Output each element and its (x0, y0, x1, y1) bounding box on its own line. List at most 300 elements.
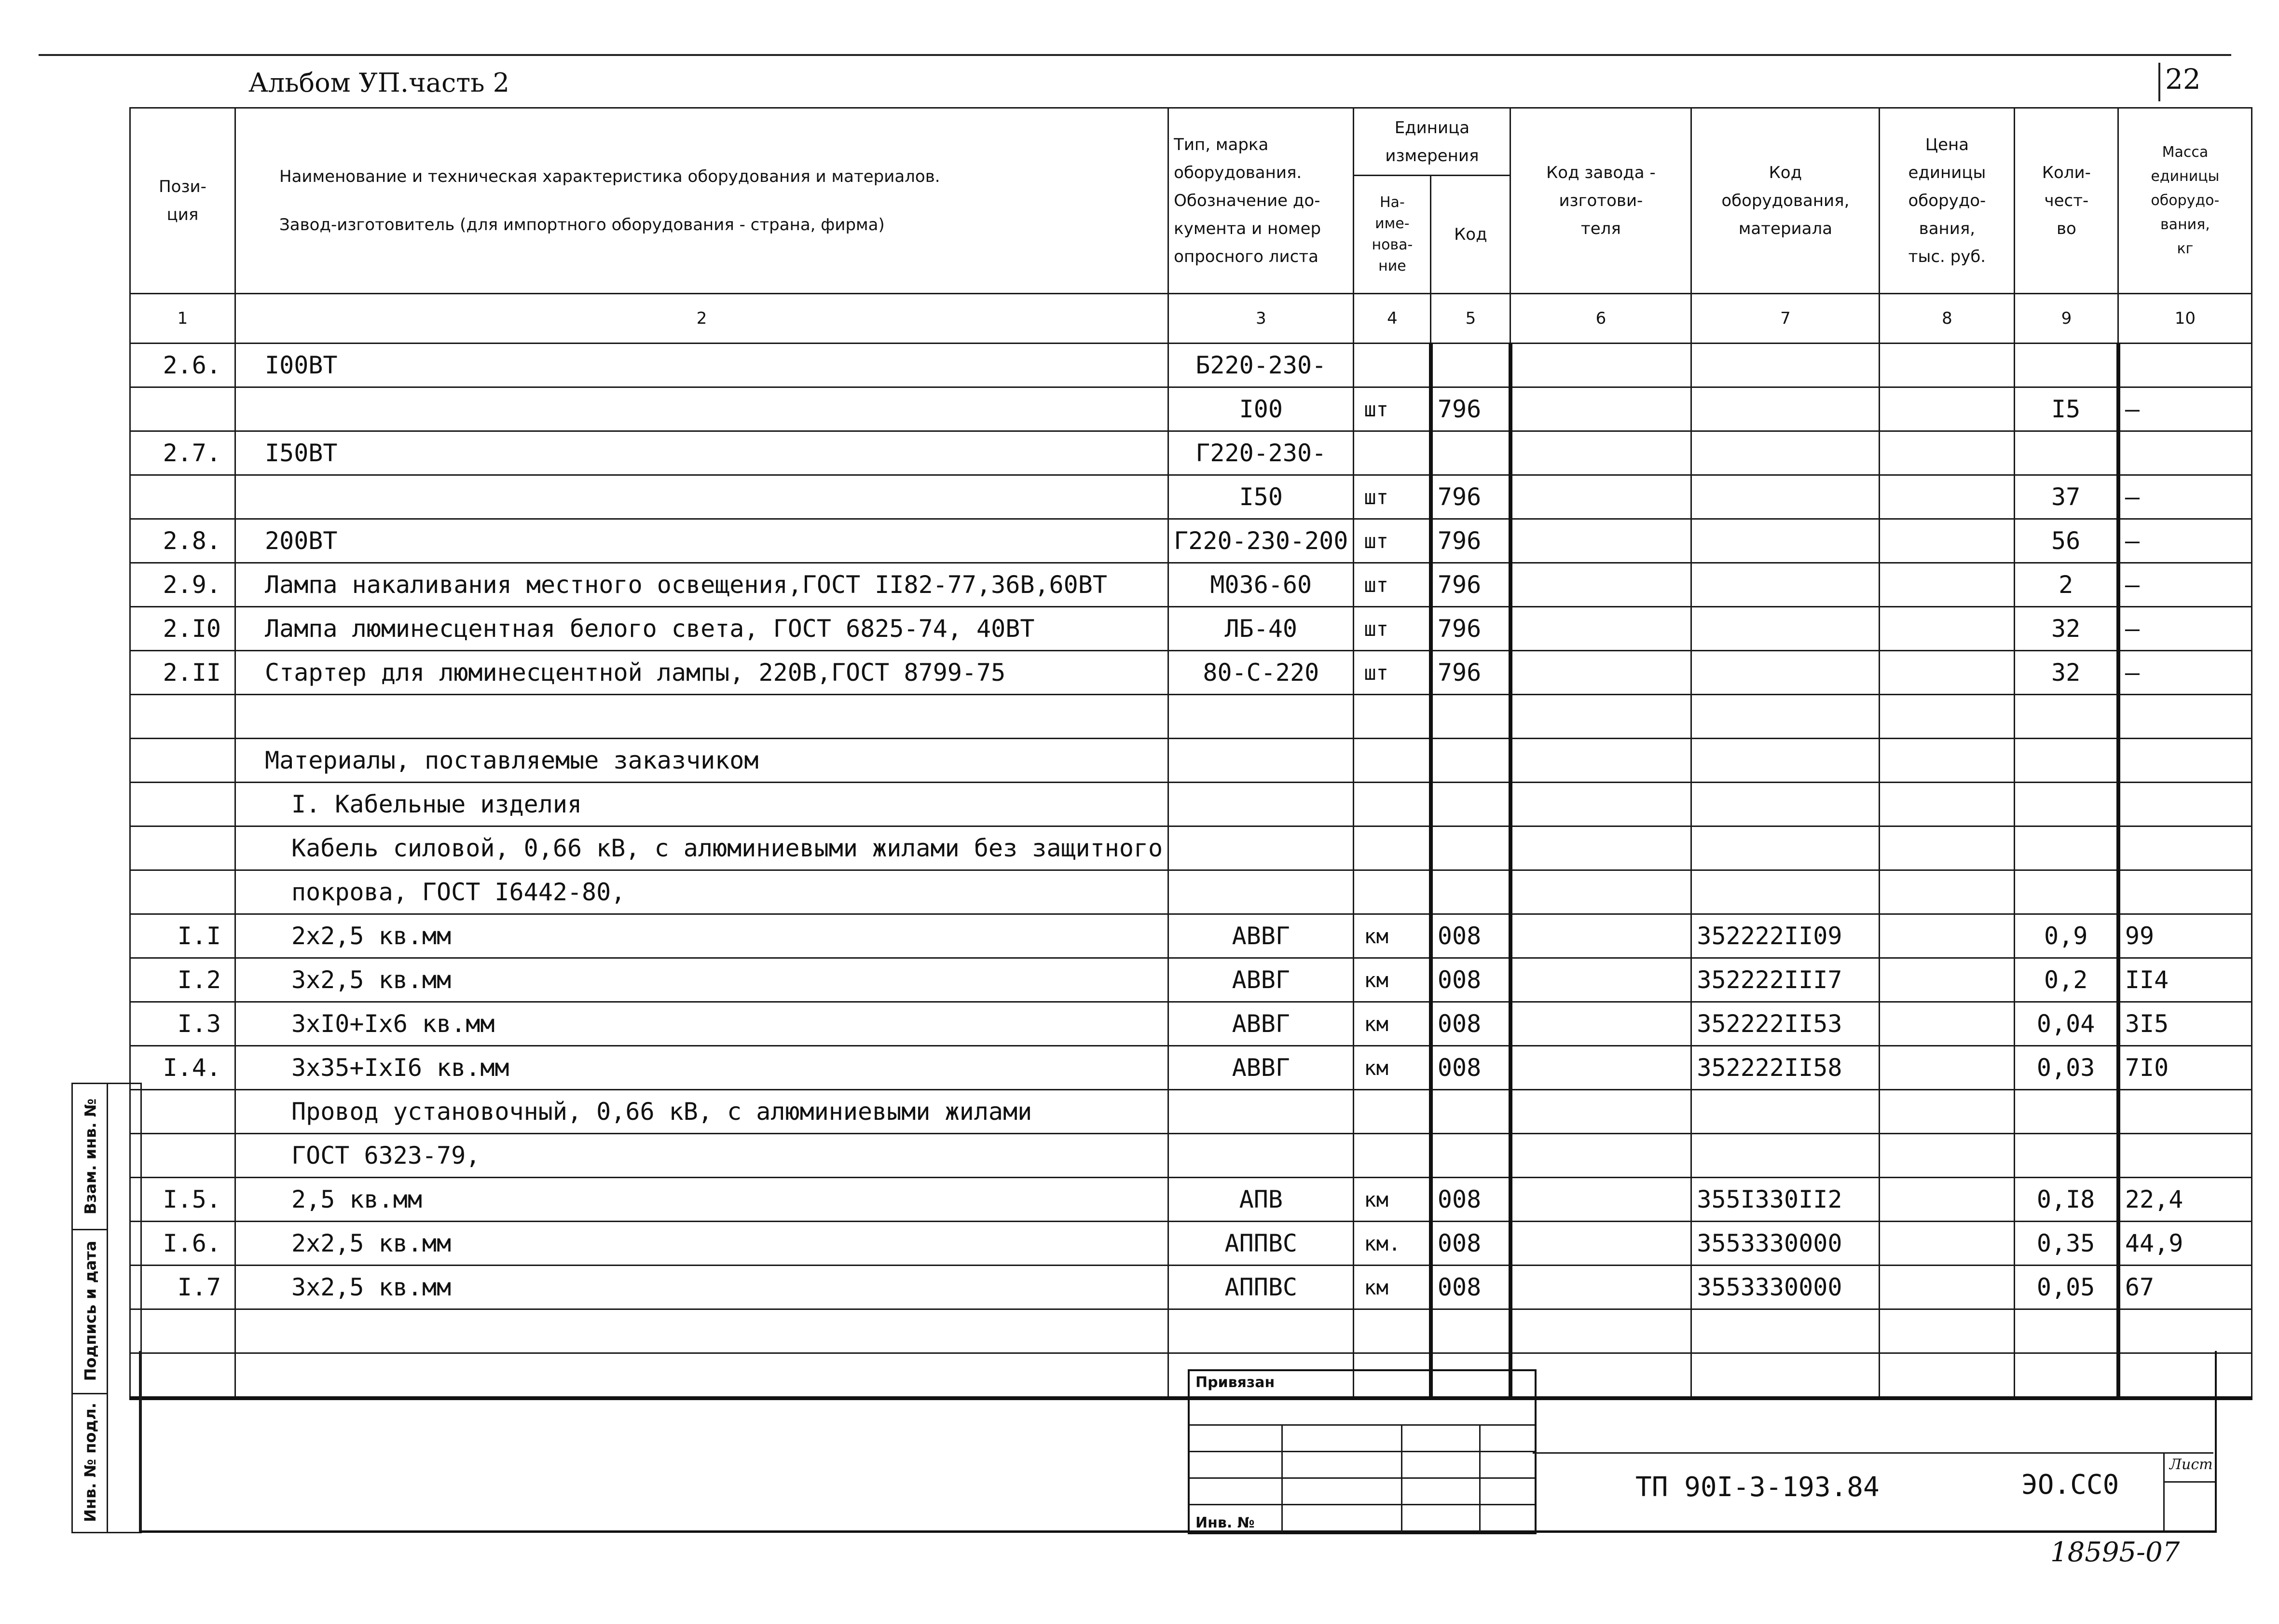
table-row (130, 1090, 2252, 1134)
row-position: I.7 (130, 1266, 235, 1309)
row-price (1880, 607, 2015, 651)
row-unit-code: 008 (1431, 1222, 1510, 1266)
table-row (130, 1222, 2252, 1266)
row-qty: 37 (2015, 475, 2118, 519)
row-plant-code (1510, 563, 1691, 607)
row-type (1168, 1134, 1354, 1178)
row-position (130, 739, 235, 783)
row-mass: – (2118, 475, 2252, 519)
row-unit-name: км (1354, 1046, 1431, 1090)
row-plant-code (1510, 607, 1691, 651)
colnum-10: 10 (2118, 294, 2252, 344)
row-type (1168, 695, 1354, 739)
title-block-rule (1533, 1452, 2213, 1454)
row-equip-code (1691, 783, 1880, 826)
row-mass (2118, 1309, 2252, 1353)
colnum-6: 6 (1510, 294, 1691, 344)
header-unit-name (1354, 176, 1431, 294)
row-position: 2.6. (130, 344, 235, 387)
table-row (130, 651, 2252, 695)
row-unit-name: шт (1354, 607, 1431, 651)
row-plant-code (1510, 1309, 1691, 1353)
row-qty (2015, 826, 2118, 870)
table-row (130, 783, 2252, 826)
row-mass (2118, 431, 2252, 475)
row-qty (2015, 1134, 2118, 1178)
row-type: АППВС (1168, 1222, 1354, 1266)
row-equip-code (1691, 870, 1880, 914)
table-row (130, 1266, 2252, 1309)
row-unit-name: км (1354, 1002, 1431, 1046)
header-name-line2: Завод-изготовитель (для импортного оборудования - страна, фирма) (279, 215, 885, 234)
header-unit-code (1431, 176, 1510, 294)
row-type (1168, 1309, 1354, 1353)
album-caption: Альбом УП.часть 2 (248, 68, 510, 98)
row-position (130, 1309, 235, 1353)
privyazan-col-2 (1401, 1424, 1402, 1532)
row-mass (2118, 739, 2252, 783)
row-position: I.6. (130, 1222, 235, 1266)
row-unit-code (1431, 826, 1510, 870)
row-unit-name (1354, 826, 1431, 870)
row-qty (2015, 1090, 2118, 1134)
row-unit-code: 008 (1431, 958, 1510, 1002)
row-mass: 99 (2118, 914, 2252, 958)
header-position (130, 108, 235, 294)
privyazan-rule-4 (1190, 1504, 1535, 1505)
row-price (1880, 563, 2015, 607)
row-unit-code (1431, 1090, 1510, 1134)
row-position (130, 870, 235, 914)
row-mass (2118, 344, 2252, 387)
row-plant-code (1510, 695, 1691, 739)
row-type: I50 (1168, 475, 1354, 519)
row-qty: 0,05 (2015, 1266, 2118, 1309)
row-price (1880, 1002, 2015, 1046)
row-unit-name: км. (1354, 1222, 1431, 1266)
header-position-text: Пози- ция (159, 177, 206, 224)
sheet-box-label: Лист (2169, 1456, 2213, 1473)
row-qty: 0,04 (2015, 1002, 2118, 1046)
table-row (130, 695, 2252, 739)
row-name: 2х2,5 кв.мм (235, 1222, 1168, 1266)
row-mass: – (2118, 519, 2252, 563)
colnum-2: 2 (235, 294, 1168, 344)
colnum-9: 9 (2015, 294, 2118, 344)
row-equip-code: 352222III7 (1691, 958, 1880, 1002)
row-unit-code: 796 (1431, 519, 1510, 563)
row-mass: 67 (2118, 1266, 2252, 1309)
row-price (1880, 695, 2015, 739)
row-unit-name: км (1354, 958, 1431, 1002)
row-unit-code: 796 (1431, 651, 1510, 695)
row-price (1880, 783, 2015, 826)
row-mass: 22,4 (2118, 1178, 2252, 1222)
table-row (130, 914, 2252, 958)
row-type (1168, 870, 1354, 914)
row-equip-code (1691, 1134, 1880, 1178)
colnum-5: 5 (1431, 294, 1510, 344)
row-qty (2015, 431, 2118, 475)
row-plant-code (1510, 958, 1691, 1002)
row-qty: 32 (2015, 607, 2118, 651)
table-row (130, 958, 2252, 1002)
row-type: Г220-230-200 (1168, 519, 1354, 563)
row-unit-code: 008 (1431, 1046, 1510, 1090)
row-plant-code (1510, 1222, 1691, 1266)
row-qty (2015, 783, 2118, 826)
row-mass (2118, 1134, 2252, 1178)
row-price (1880, 958, 2015, 1002)
row-unit-name (1354, 1309, 1431, 1353)
row-name: 3х35+IхI6 кв.мм (235, 1046, 1168, 1090)
privyazan-col-3 (1479, 1424, 1481, 1532)
document-suffix: ЭО.СС0 (2021, 1469, 2119, 1500)
row-equip-code: 352222II58 (1691, 1046, 1880, 1090)
header-unit-group-text: Единица измерения (1385, 118, 1479, 165)
row-equip-code (1691, 344, 1880, 387)
row-equip-code (1691, 826, 1880, 870)
row-unit-code (1431, 870, 1510, 914)
row-position (130, 695, 235, 739)
row-plant-code (1510, 431, 1691, 475)
row-type: Г220-230- (1168, 431, 1354, 475)
colnum-8: 8 (1880, 294, 2015, 344)
row-unit-name (1354, 431, 1431, 475)
header-unit-group (1354, 108, 1510, 176)
row-unit-name: шт (1354, 651, 1431, 695)
sheet-box-rule (2165, 1481, 2215, 1483)
header-mass (2118, 108, 2252, 294)
row-qty: 56 (2015, 519, 2118, 563)
row-mass: 44,9 (2118, 1222, 2252, 1266)
row-equip-code: 3553330000 (1691, 1222, 1880, 1266)
column-number-row (130, 294, 2252, 344)
row-mass: 7I0 (2118, 1046, 2252, 1090)
row-qty: I5 (2015, 387, 2118, 431)
row-equip-code (1691, 1309, 1880, 1353)
row-mass: – (2118, 563, 2252, 607)
row-type (1168, 1090, 1354, 1134)
top-rule (39, 54, 2231, 56)
table-row (130, 1046, 2252, 1090)
row-price (1880, 431, 2015, 475)
header-mass-text: Масса единицы оборудо- вания, кг (2151, 144, 2220, 257)
row-unit-code: 008 (1431, 1266, 1510, 1309)
row-position: I.2 (130, 958, 235, 1002)
table-body (130, 344, 2252, 1399)
row-price (1880, 1178, 2015, 1222)
row-unit-name: шт (1354, 519, 1431, 563)
row-unit-code: 796 (1431, 563, 1510, 607)
row-plant-code (1510, 475, 1691, 519)
left-stamp-inv (77, 1393, 104, 1532)
row-name: покрова, ГОСТ I6442-80, (235, 870, 1168, 914)
row-name: I00BT (235, 344, 1168, 387)
row-position: I.3 (130, 1002, 235, 1046)
colnum-1: 1 (130, 294, 235, 344)
header-qty-text: Коли- чест- во (2042, 163, 2091, 238)
row-unit-name: шт (1354, 387, 1431, 431)
row-type: АВВГ (1168, 914, 1354, 958)
colnum-7: 7 (1691, 294, 1880, 344)
row-equip-code: 352222II53 (1691, 1002, 1880, 1046)
header-name (235, 108, 1168, 294)
row-unit-code (1431, 1134, 1510, 1178)
row-mass (2118, 826, 2252, 870)
row-price (1880, 519, 2015, 563)
row-price (1880, 1046, 2015, 1090)
header-equip-code-text: Код оборудования, материала (1721, 163, 1850, 238)
row-qty: 0,35 (2015, 1222, 2118, 1266)
inv-no-label: Инв. № (1195, 1514, 1255, 1531)
vzam-label: Взам. инв. № (81, 1098, 100, 1215)
row-plant-code (1510, 1266, 1691, 1309)
row-plant-code (1510, 870, 1691, 914)
row-qty (2015, 695, 2118, 739)
row-equip-code (1691, 431, 1880, 475)
privyazan-col-1 (1281, 1424, 1283, 1532)
table-row (130, 870, 2252, 914)
table-row (130, 1309, 2252, 1353)
row-name: 200BT (235, 519, 1168, 563)
row-qty (2015, 344, 2118, 387)
privyazan-block (1188, 1369, 1537, 1534)
row-unit-name: км (1354, 914, 1431, 958)
row-position (130, 1134, 235, 1178)
row-name: Лампа люминесцентная белого света, ГОСТ 6825-74, 40ВТ (235, 607, 1168, 651)
row-name: 3х2,5 кв.мм (235, 958, 1168, 1002)
row-position (130, 1090, 235, 1134)
row-unit-code: 796 (1431, 475, 1510, 519)
row-type: АВВГ (1168, 958, 1354, 1002)
row-equip-code (1691, 1090, 1880, 1134)
table-row (130, 344, 2252, 387)
row-type: АВВГ (1168, 1002, 1354, 1046)
row-unit-name (1354, 1090, 1431, 1134)
table-row (130, 1134, 2252, 1178)
row-price (1880, 914, 2015, 958)
row-equip-code: 3553330000 (1691, 1266, 1880, 1309)
row-name (235, 475, 1168, 519)
left-stamp-vzam (77, 1084, 104, 1229)
row-price (1880, 1266, 2015, 1309)
podpis-label: Подпись и дата (81, 1240, 99, 1381)
row-equip-code (1691, 519, 1880, 563)
row-plant-code (1510, 1178, 1691, 1222)
row-equip-code (1691, 563, 1880, 607)
row-mass (2118, 783, 2252, 826)
header-plant-code (1510, 108, 1691, 294)
row-unit-name (1354, 783, 1431, 826)
left-stamp (71, 1083, 142, 1533)
row-name: Провод установочный, 0,66 кВ, с алюминиевыми жилами (235, 1090, 1168, 1134)
row-position: 2.I0 (130, 607, 235, 651)
table-row (130, 1002, 2252, 1046)
row-plant-code (1510, 739, 1691, 783)
row-price (1880, 870, 2015, 914)
left-stamp-divider (107, 1084, 108, 1532)
row-unit-code (1431, 695, 1510, 739)
privyazan-rule-3 (1190, 1477, 1535, 1479)
header-plant-code-text: Код завода - изготови- теля (1546, 163, 1656, 238)
row-position (130, 826, 235, 870)
row-type: АВВГ (1168, 1046, 1354, 1090)
row-price (1880, 344, 2015, 387)
row-mass: – (2118, 387, 2252, 431)
row-name: 3хI0+Iх6 кв.мм (235, 1002, 1168, 1046)
row-qty: 0,9 (2015, 914, 2118, 958)
row-name: 2,5 кв.мм (235, 1178, 1168, 1222)
row-plant-code (1510, 519, 1691, 563)
bottom-frame (139, 1351, 2217, 1533)
row-price (1880, 475, 2015, 519)
row-price (1880, 1134, 2015, 1178)
header-name-line1: Наименование и техническая характеристика оборудования и материалов. (279, 167, 940, 186)
row-position: I.5. (130, 1178, 235, 1222)
header-qty (2015, 108, 2118, 294)
row-name: I50BT (235, 431, 1168, 475)
row-price (1880, 1309, 2015, 1353)
row-qty: 0,I8 (2015, 1178, 2118, 1222)
row-plant-code (1510, 914, 1691, 958)
row-mass (2118, 695, 2252, 739)
table-row (130, 739, 2252, 783)
sheet-box (2163, 1452, 2215, 1530)
row-unit-name (1354, 739, 1431, 783)
row-equip-code: 352222II09 (1691, 914, 1880, 958)
row-mass: II4 (2118, 958, 2252, 1002)
row-unit-code: 796 (1431, 607, 1510, 651)
colnum-3: 3 (1168, 294, 1354, 344)
inv-podl-label: Инв. № подл. (81, 1403, 100, 1522)
row-position: 2.9. (130, 563, 235, 607)
table-row (130, 519, 2252, 563)
row-plant-code (1510, 344, 1691, 387)
table-row (130, 1178, 2252, 1222)
header-unit-code-text: Код (1454, 225, 1487, 244)
row-mass (2118, 870, 2252, 914)
header-type-text: Тип, марка оборудования. Обозначение до- кумента и номер опросного листа (1174, 135, 1321, 266)
header-price (1880, 108, 2015, 294)
row-type: 80-С-220 (1168, 651, 1354, 695)
header-price-text: Цена единицы оборудо- вания, тыс. руб. (1908, 135, 1986, 266)
row-name: Стартер для люминесцентной лампы, 220В,ГОСТ 8799-75 (235, 651, 1168, 695)
row-position: I.4. (130, 1046, 235, 1090)
row-plant-code (1510, 1046, 1691, 1090)
row-plant-code (1510, 387, 1691, 431)
row-qty: 0,2 (2015, 958, 2118, 1002)
row-mass (2118, 1090, 2252, 1134)
row-name (235, 1309, 1168, 1353)
handwritten-number: 18595-07 (2050, 1537, 2180, 1568)
row-unit-code: 008 (1431, 914, 1510, 958)
row-equip-code (1691, 607, 1880, 651)
row-qty (2015, 1309, 2118, 1353)
row-mass: – (2118, 607, 2252, 651)
row-position: I.I (130, 914, 235, 958)
privyazan-rule-2 (1190, 1451, 1535, 1452)
privyazan-label: Привязан (1195, 1374, 1275, 1391)
row-price (1880, 1222, 2015, 1266)
row-name (235, 695, 1168, 739)
specification-table (129, 107, 2252, 1400)
row-unit-code (1431, 783, 1510, 826)
colnum-4: 4 (1354, 294, 1431, 344)
table-row (130, 387, 2252, 431)
row-qty: 32 (2015, 651, 2118, 695)
row-type: Б220-230- (1168, 344, 1354, 387)
row-equip-code: 355I330II2 (1691, 1178, 1880, 1222)
row-unit-name: км (1354, 1178, 1431, 1222)
row-price (1880, 739, 2015, 783)
row-position (130, 783, 235, 826)
header-equip-code (1691, 108, 1880, 294)
row-plant-code (1510, 826, 1691, 870)
row-unit-code (1431, 1309, 1510, 1353)
header-type (1168, 108, 1354, 294)
row-qty: 2 (2015, 563, 2118, 607)
row-type: АПВ (1168, 1178, 1354, 1222)
row-name: Лампа накаливания местного освещения,ГОСТ II82-77,36В,60ВТ (235, 563, 1168, 607)
row-price (1880, 1090, 2015, 1134)
row-unit-name: шт (1354, 475, 1431, 519)
row-qty: 0,03 (2015, 1046, 2118, 1090)
table-row (130, 475, 2252, 519)
row-unit-code (1431, 739, 1510, 783)
row-name (235, 387, 1168, 431)
table-row (130, 826, 2252, 870)
row-plant-code (1510, 1002, 1691, 1046)
row-unit-name: шт (1354, 563, 1431, 607)
row-type: М036-60 (1168, 563, 1354, 607)
row-position (130, 387, 235, 431)
row-unit-name (1354, 1134, 1431, 1178)
row-name: I. Кабельные изделия (235, 783, 1168, 826)
row-plant-code (1510, 651, 1691, 695)
row-mass: 3I5 (2118, 1002, 2252, 1046)
table-row (130, 563, 2252, 607)
table-row (130, 431, 2252, 475)
row-type: I00 (1168, 387, 1354, 431)
row-position: 2.II (130, 651, 235, 695)
row-equip-code (1691, 739, 1880, 783)
sheet-number: 22 (2165, 63, 2201, 96)
row-unit-name (1354, 344, 1431, 387)
row-type: ЛБ-40 (1168, 607, 1354, 651)
sheet-number-divider (2158, 63, 2160, 101)
table-row (130, 607, 2252, 651)
row-unit-name (1354, 695, 1431, 739)
row-plant-code (1510, 1134, 1691, 1178)
row-unit-code (1431, 344, 1510, 387)
row-type (1168, 739, 1354, 783)
row-unit-code: 008 (1431, 1178, 1510, 1222)
row-unit-code: 008 (1431, 1002, 1510, 1046)
row-qty (2015, 739, 2118, 783)
row-name: Кабель силовой, 0,66 кВ, с алюминиевыми жилами без защитного (235, 826, 1168, 870)
row-plant-code (1510, 1090, 1691, 1134)
row-price (1880, 651, 2015, 695)
row-position: 2.7. (130, 431, 235, 475)
row-qty (2015, 870, 2118, 914)
row-unit-code (1431, 431, 1510, 475)
row-price (1880, 826, 2015, 870)
privyazan-rule-1 (1190, 1424, 1535, 1426)
row-type (1168, 826, 1354, 870)
row-type: АППВС (1168, 1266, 1354, 1309)
row-name: ГОСТ 6323-79, (235, 1134, 1168, 1178)
